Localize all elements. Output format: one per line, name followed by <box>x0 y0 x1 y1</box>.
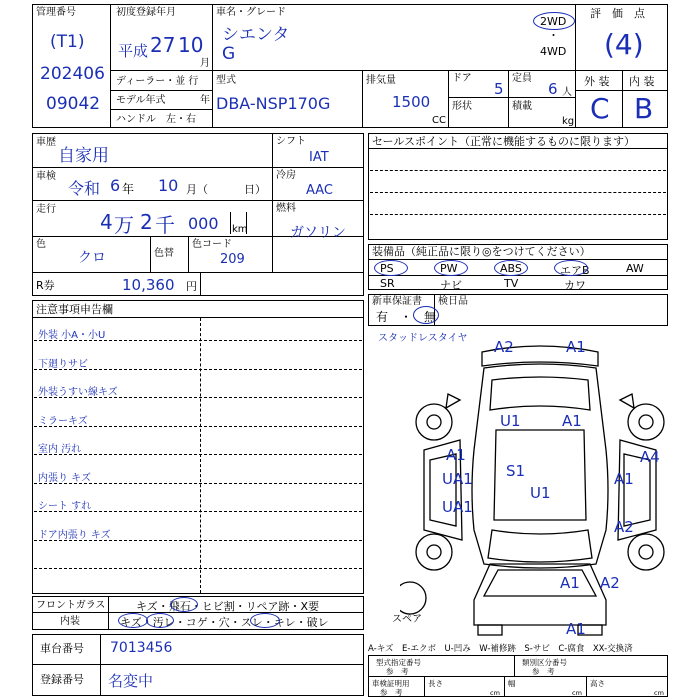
warranty-selected-oval <box>413 306 439 324</box>
color-label: 色 <box>36 239 46 250</box>
drive-2wd: 2WD <box>540 15 567 28</box>
note-line <box>34 369 362 370</box>
damage-mark: U1 <box>500 412 521 430</box>
mileage-man: 4 <box>100 210 113 234</box>
divider <box>110 70 575 71</box>
displacement-unit: CC <box>432 115 446 126</box>
note-item: 内張り キズ <box>38 472 91 484</box>
type-value: DBA-NSP170G <box>216 94 331 113</box>
equipment-item: SR <box>380 277 395 290</box>
note-item: 下廻りサビ <box>38 358 88 370</box>
note-line <box>34 454 362 455</box>
interior-oval-1 <box>118 613 148 628</box>
equipment-selected-oval <box>434 260 468 276</box>
note-line <box>34 426 362 427</box>
drive-4wd: 4WD <box>540 45 567 58</box>
damage-mark: S1 <box>506 462 526 480</box>
history-label: 車歴 <box>36 137 56 148</box>
equipment-item: TV <box>504 277 519 290</box>
inspection-month-unit: 月（ <box>186 183 208 196</box>
divider <box>188 236 189 272</box>
damage-mark: A2 <box>494 338 514 356</box>
mileage-unit: km <box>232 224 248 235</box>
height-unit: cm <box>654 689 664 697</box>
divider <box>100 634 101 696</box>
divider <box>212 4 213 128</box>
divider <box>32 200 364 201</box>
inspection-label: 車検 <box>36 171 56 182</box>
divider <box>622 70 623 128</box>
color-code-value: 209 <box>220 252 245 267</box>
divider <box>514 655 515 676</box>
notes-section <box>32 300 364 594</box>
length-label: 長さ <box>428 679 443 688</box>
inspection-era: 令和 <box>68 179 101 198</box>
inspection-year: 6 <box>110 176 121 195</box>
divider <box>362 70 363 128</box>
capacity-unit: 人 <box>562 87 572 98</box>
damage-mark: A1 <box>614 470 634 488</box>
exterior-label: 外 装 <box>584 75 610 88</box>
fuel-value: ガソリン <box>290 225 346 241</box>
drive-dot: ・ <box>548 29 559 42</box>
notes-column-divider <box>200 318 201 593</box>
color-code-label: 色コード <box>192 239 232 250</box>
spare-label: スペア <box>392 614 422 625</box>
recycle-label: R券 <box>36 279 55 292</box>
damage-legend: A-キズ E-エクボ U-凹み W-補修跡 S-サビ C-腐食 XX-交換済 <box>368 644 633 654</box>
front-glass-value: キズ・飛石・ヒビ割・リペア跡・X要 <box>136 600 320 613</box>
mgmt-no-label: 管理番号 <box>36 7 76 18</box>
class-label: 類別区分番号 <box>522 658 567 667</box>
warranty-label: 新車保証書 <box>372 296 422 307</box>
doors-label: ドア <box>452 73 472 84</box>
equipment-item: ABS <box>500 262 522 275</box>
first-reg-unit: 月 <box>200 58 210 69</box>
equipment-title: 装備品（純正品に限り◎をつけてください） <box>372 245 591 258</box>
fuel-label: 燃料 <box>276 203 296 214</box>
load-unit: kg <box>562 116 575 127</box>
divider <box>272 133 273 272</box>
divider <box>586 676 587 697</box>
divider <box>246 212 247 234</box>
divider <box>448 70 449 128</box>
front-glass-label: フロントガラス <box>36 600 106 611</box>
recycle-unit: 円 <box>186 280 197 293</box>
note-line <box>34 483 362 484</box>
first-reg-era: 平成 <box>118 42 149 60</box>
warranty-value: 有 ・ 無 <box>376 310 437 324</box>
sales-points-section <box>368 133 668 240</box>
model-name-label: 車名・グレード <box>216 7 286 18</box>
divider <box>424 676 425 697</box>
warranty-date-label: 検日品 <box>438 296 468 307</box>
reg-label: 登録番号 <box>40 673 84 686</box>
type-label: 型式 <box>216 75 236 86</box>
capacity-label: 定員 <box>512 73 532 84</box>
damage-mark: A2 <box>600 574 620 592</box>
mileage-man-unit: 万 <box>114 213 134 237</box>
equipment-item: PW <box>440 262 458 275</box>
equipment-item: カワ <box>564 279 586 292</box>
equipment-item: AW <box>626 262 644 275</box>
interior-value: B <box>634 92 654 125</box>
repaint-label: 色替 <box>154 248 174 259</box>
length-unit: cm <box>490 689 500 697</box>
model-name: シエンタ <box>222 25 290 45</box>
interior-damage-label: 内装 <box>60 616 80 627</box>
capacity-value: 6 <box>548 80 558 98</box>
studless-label: スタッドレスタイヤ <box>378 333 468 344</box>
damage-mark: UA1 <box>442 470 473 488</box>
mileage-rest: 000 <box>188 214 219 233</box>
cert-label: 車検証明用 <box>372 679 410 688</box>
divider <box>32 167 364 168</box>
equipment-item: エアB <box>560 264 590 277</box>
divider <box>32 664 364 665</box>
divider <box>575 4 576 128</box>
divider <box>110 90 212 91</box>
grade-name: G <box>222 44 236 64</box>
damage-mark: A1 <box>560 574 580 592</box>
chassis-label: 車台番号 <box>40 642 84 655</box>
damage-mark: A1 <box>566 338 586 356</box>
displacement-label: 排気量 <box>366 75 396 86</box>
history-value: 自家用 <box>58 146 109 166</box>
equipment-selected-oval <box>494 260 528 276</box>
divider <box>32 317 364 318</box>
mgmt-line1: (T1) <box>50 32 85 52</box>
shift-value: IAT <box>309 150 329 165</box>
divider <box>575 70 668 71</box>
note-line <box>34 511 362 512</box>
note-line <box>34 340 362 341</box>
shift-label: シフト <box>276 136 306 147</box>
doors-value: 5 <box>494 80 504 98</box>
front-glass-oval <box>170 597 198 612</box>
mgmt-line2: 202406 <box>40 64 105 84</box>
equipment-item: ナビ <box>440 279 462 292</box>
damage-mark: A1 <box>566 620 586 638</box>
first-reg-year: 27 <box>150 33 176 57</box>
divider <box>575 90 668 91</box>
mileage-label: 走行 <box>36 204 56 215</box>
type-designation-label: 型式指定番号 <box>376 658 421 667</box>
color-value: クロ <box>78 250 106 266</box>
divider <box>32 272 364 273</box>
interior-oval-2 <box>146 613 174 628</box>
interior-oval-3 <box>250 613 280 628</box>
divider <box>368 676 668 677</box>
mgmt-line3: 09042 <box>46 94 101 114</box>
type-designation-sub: 参 考 <box>386 667 409 676</box>
note-item: シート すれ <box>38 501 92 512</box>
load-label: 積載 <box>512 101 532 112</box>
equipment-item: PS <box>380 262 394 275</box>
damage-mark: A2 <box>614 518 634 536</box>
width-unit: cm <box>572 689 582 697</box>
equipment-selected-oval <box>554 260 588 276</box>
damage-mark: U1 <box>530 484 551 502</box>
width-label: 幅 <box>508 679 516 688</box>
sales-line <box>370 214 666 215</box>
interior-label: 内 装 <box>629 75 655 88</box>
recycle-value: 10,360 <box>122 276 175 294</box>
inspection-month: 10 <box>158 176 179 195</box>
equipment-selected-oval <box>374 260 408 276</box>
damage-mark: UA1 <box>442 498 473 516</box>
damage-mark: A1 <box>446 446 466 464</box>
inspection-year-unit: 年 <box>122 182 135 196</box>
note-item: 外装うすい線キズ <box>38 387 118 398</box>
mileage-sen-unit: 千 <box>155 213 175 237</box>
divider <box>368 148 668 149</box>
divider <box>504 676 505 697</box>
note-line <box>34 568 362 569</box>
note-item: 外装 小A・小U <box>38 330 106 341</box>
exterior-value: C <box>590 92 610 125</box>
sales-points-title: セールスポイント（正常に機能するものに限ります） <box>372 135 636 148</box>
divider <box>108 596 109 630</box>
divider <box>508 70 509 128</box>
note-line <box>34 540 362 541</box>
note-item: ミラーキズ <box>38 415 88 427</box>
note-item: ドア内張り キズ <box>38 529 111 541</box>
model-year-label: モデル年式 <box>116 95 166 106</box>
sales-line <box>370 170 666 171</box>
handle-label: ハンドル 左・右 <box>116 114 196 125</box>
height-label: 高さ <box>590 679 605 688</box>
notes-title: 注意事項申告欄 <box>36 303 113 316</box>
model-year-unit: 年 <box>200 95 210 106</box>
dealer-label: ディーラー・並 行 <box>116 76 199 87</box>
damage-mark: A1 <box>562 412 582 430</box>
first-reg-month: 10 <box>178 33 204 57</box>
chassis-value: 7013456 <box>110 640 173 656</box>
first-reg-label: 初度登録年月 <box>116 7 176 18</box>
class-sub: 参 考 <box>532 667 555 676</box>
sales-line <box>370 192 666 193</box>
inspection-day-unit: 日） <box>244 183 266 196</box>
interior-damage-value: キズ・汚レ・コゲ・穴・スレ・キレ・破レ <box>120 616 329 629</box>
mileage-sen: 2 <box>140 210 153 234</box>
divider <box>230 212 231 234</box>
aircon-value: AAC <box>306 183 333 198</box>
divider <box>150 236 151 272</box>
reg-value: 名変中 <box>108 672 154 690</box>
displacement-value: 1500 <box>392 93 431 111</box>
divider <box>200 272 201 296</box>
shape-label: 形状 <box>452 101 472 112</box>
damage-mark: A4 <box>640 448 660 466</box>
note-item: 室内 汚れ <box>38 444 82 455</box>
aircon-label: 冷房 <box>276 170 296 181</box>
cert-sub: 参 考 <box>380 688 403 697</box>
score-value: (4) <box>604 28 644 61</box>
score-label: 評 価 点 <box>590 7 645 20</box>
divider <box>110 109 212 110</box>
note-line <box>34 397 362 398</box>
